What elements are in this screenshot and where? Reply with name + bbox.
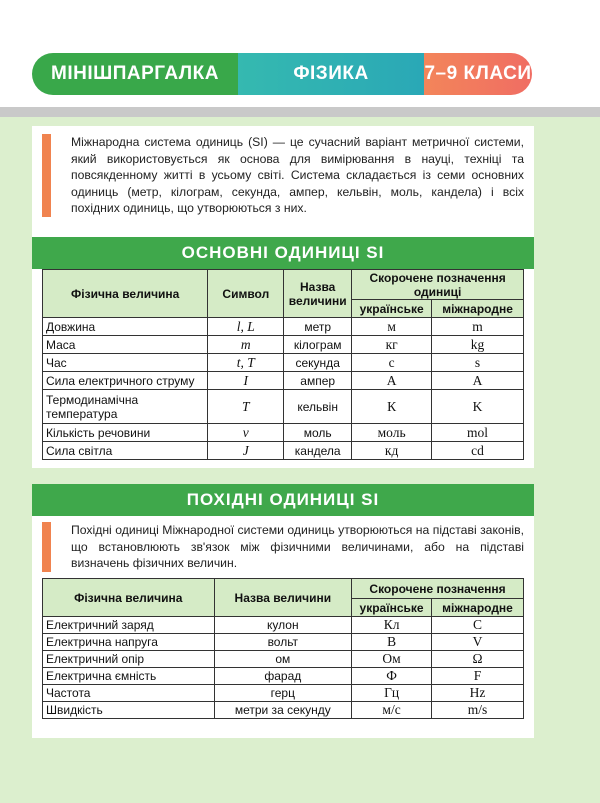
cell-quantity: Час bbox=[43, 354, 208, 372]
header-ua: українське bbox=[352, 599, 432, 617]
intro-accent-bar bbox=[42, 522, 51, 572]
si-derived-units-card bbox=[32, 484, 534, 738]
cell-intl: s bbox=[432, 354, 524, 372]
si-base-units-card bbox=[32, 126, 534, 468]
cell-intl: kg bbox=[432, 336, 524, 354]
table-row bbox=[43, 442, 524, 460]
cell-symbol: ν bbox=[208, 424, 284, 442]
header-name: Назва величини bbox=[284, 270, 352, 318]
cell-name: метри за секунду bbox=[214, 702, 352, 719]
cell-intl: cd bbox=[432, 442, 524, 460]
header-symbol: Символ bbox=[208, 270, 284, 318]
header-name: Назва величини bbox=[214, 579, 352, 617]
table-row bbox=[43, 702, 524, 719]
table-row bbox=[43, 668, 524, 685]
cell-ua: К bbox=[352, 390, 432, 424]
cell-ua: В bbox=[352, 634, 432, 651]
divider bbox=[0, 107, 600, 117]
cell-intl: A bbox=[432, 372, 524, 390]
derived-intro-text: Похідні одиниці Міжнародної системи одиниць утворюються на підставі законів, що встановлюють зв'язок між фізичними величинами, або на підставі визначень фізичних величин. bbox=[71, 523, 524, 571]
cell-quantity: Електрична напруга bbox=[43, 634, 215, 651]
derived-units-table bbox=[42, 578, 524, 719]
cell-name: вольт bbox=[214, 634, 352, 651]
cell-name: метр bbox=[284, 318, 352, 336]
header-quantity: Фізична величина bbox=[43, 579, 215, 617]
cell-ua: с bbox=[352, 354, 432, 372]
cell-quantity: Сила світла bbox=[43, 442, 208, 460]
header-title: МІНІШПАРГАЛКА bbox=[32, 53, 238, 95]
cell-ua: Ом bbox=[352, 651, 432, 668]
cell-quantity: Частота bbox=[43, 685, 215, 702]
table-row bbox=[43, 336, 524, 354]
cell-quantity: Сила електричного струму bbox=[43, 372, 208, 390]
cell-ua: Гц bbox=[352, 685, 432, 702]
cell-quantity: Електрична ємність bbox=[43, 668, 215, 685]
cell-ua: м/с bbox=[352, 702, 432, 719]
cell-name: кулон bbox=[214, 617, 352, 634]
cell-name: кельвін bbox=[284, 390, 352, 424]
header-banner bbox=[32, 53, 532, 95]
section-title-derived: ПОХІДНІ ОДИНИЦІ SI bbox=[32, 484, 534, 516]
cell-name: кілограм bbox=[284, 336, 352, 354]
cell-ua: Кл bbox=[352, 617, 432, 634]
header-intl: міжнародне bbox=[432, 300, 524, 318]
cell-symbol: m bbox=[208, 336, 284, 354]
cell-symbol: J bbox=[208, 442, 284, 460]
cell-intl: K bbox=[432, 390, 524, 424]
derived-intro-block bbox=[42, 522, 524, 572]
cell-symbol: I bbox=[208, 372, 284, 390]
cell-ua: моль bbox=[352, 424, 432, 442]
table-row bbox=[43, 372, 524, 390]
cell-name: кандела bbox=[284, 442, 352, 460]
cell-intl: V bbox=[432, 634, 524, 651]
table-row bbox=[43, 651, 524, 668]
cell-quantity: Довжина bbox=[43, 318, 208, 336]
table-row bbox=[43, 424, 524, 442]
cell-intl: m/s bbox=[432, 702, 524, 719]
cell-ua: А bbox=[352, 372, 432, 390]
cell-ua: кд bbox=[352, 442, 432, 460]
section-title-base: ОСНОВНІ ОДИНИЦІ SI bbox=[32, 237, 534, 269]
cell-intl: Hz bbox=[432, 685, 524, 702]
cell-quantity: Кількість речовини bbox=[43, 424, 208, 442]
cell-quantity: Електричний заряд bbox=[43, 617, 215, 634]
cell-symbol: t, T bbox=[208, 354, 284, 372]
cell-name: секунда bbox=[284, 354, 352, 372]
intro-text: Міжнародна система одиниць (SI) — це сучасний варіант метричної системи, який використовується як основа для вимірювання в науці, техніці та повсякденному житті в усьому світі. Система складається із семи основних одиниць (метр, кілограм, секунда, ампер, кельвін, моль, кандела) і всіх похідних одиниць, що утворюються з них. bbox=[71, 135, 524, 216]
table-row bbox=[43, 617, 524, 634]
header-quantity: Фізична величина bbox=[43, 270, 208, 318]
header-intl: міжнародне bbox=[432, 599, 524, 617]
cell-intl: m bbox=[432, 318, 524, 336]
header-subject: ФІЗИКА bbox=[238, 53, 424, 95]
header-ua: українське bbox=[352, 300, 432, 318]
cell-symbol: T bbox=[208, 390, 284, 424]
cell-intl: Ω bbox=[432, 651, 524, 668]
header-grades: 7–9 КЛАСИ bbox=[424, 53, 532, 95]
cell-ua: кг bbox=[352, 336, 432, 354]
intro-accent-bar bbox=[42, 134, 51, 217]
cell-intl: F bbox=[432, 668, 524, 685]
header-abbr: Скорочене позначення одиниці bbox=[352, 270, 524, 300]
cell-intl: mol bbox=[432, 424, 524, 442]
table-row bbox=[43, 318, 524, 336]
cell-name: фарад bbox=[214, 668, 352, 685]
cell-ua: м bbox=[352, 318, 432, 336]
cell-intl: C bbox=[432, 617, 524, 634]
table-row bbox=[43, 354, 524, 372]
cell-name: герц bbox=[214, 685, 352, 702]
cell-symbol: l, L bbox=[208, 318, 284, 336]
base-units-table bbox=[42, 269, 524, 460]
cell-name: ом bbox=[214, 651, 352, 668]
header-abbr: Скорочене позначення bbox=[352, 579, 524, 599]
cell-quantity: Швидкість bbox=[43, 702, 215, 719]
intro-block bbox=[42, 134, 524, 217]
table-row bbox=[43, 390, 524, 424]
table-row bbox=[43, 685, 524, 702]
cell-ua: Ф bbox=[352, 668, 432, 685]
cell-quantity: Маса bbox=[43, 336, 208, 354]
cell-quantity: Електричний опір bbox=[43, 651, 215, 668]
cell-name: моль bbox=[284, 424, 352, 442]
cell-name: ампер bbox=[284, 372, 352, 390]
cell-quantity: Термодинамічна температура bbox=[43, 390, 208, 424]
table-row bbox=[43, 634, 524, 651]
